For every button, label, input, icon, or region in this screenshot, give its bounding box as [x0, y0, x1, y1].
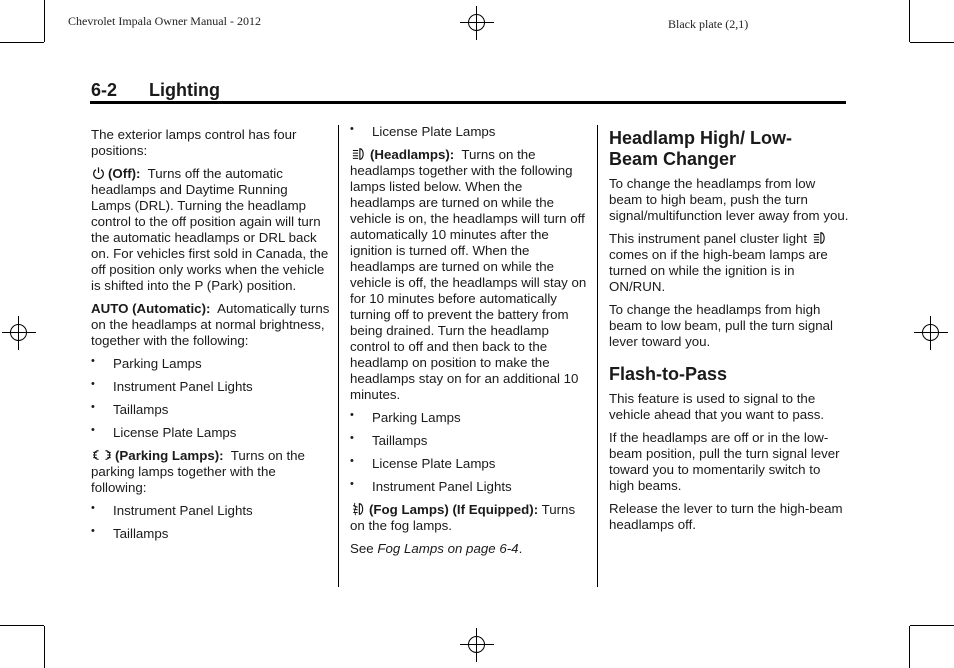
registration-mark-bottom [460, 628, 494, 662]
list-item: • License Plate Lamps [91, 425, 331, 441]
heading-headlamp-changer: Headlamp High/ Low-Beam Changer [609, 128, 793, 169]
p2-after: comes on if the high-beam lamps are turned on while the ignition is in ON/RUN. [609, 247, 828, 294]
crop-mark [910, 42, 954, 43]
list-item: • Parking Lamps [350, 410, 590, 426]
registration-mark-right [914, 316, 948, 350]
section-number: 6-2 [91, 80, 118, 100]
off-paragraph [91, 166, 331, 294]
fog-paragraph [350, 502, 590, 534]
parking-paragraph [91, 448, 331, 496]
auto-paragraph [91, 301, 331, 349]
list-item: • Taillamps [350, 433, 590, 449]
headlamps-list [350, 410, 590, 495]
parking-text: Turns on the parking lamps together with the following: [91, 448, 305, 495]
section-name: Lighting [149, 80, 220, 100]
header-plate-info: Black plate (2,1) [668, 17, 749, 31]
parking-lamps-icon [91, 448, 113, 462]
list-item: • Taillamps [91, 526, 331, 542]
column-divider [338, 125, 339, 587]
section-rule [90, 101, 846, 104]
column-2 [350, 124, 590, 564]
off-label: (Off): [108, 166, 141, 181]
list-item: • Instrument Panel Lights [350, 479, 590, 495]
column-divider [597, 125, 598, 587]
fog-text: Turns on the fog lamps. [350, 502, 576, 533]
headlamp-icon [350, 147, 368, 161]
flash-paragraph-2: If the headlamps are off or in the low-beam position, pull the turn signal lever toward you to momentarily switch to high beams. [609, 430, 840, 493]
registration-mark-top [460, 6, 494, 40]
see-prefix: See [350, 541, 378, 556]
see-suffix: . [518, 541, 523, 556]
list-item: • License Plate Lamps [350, 456, 590, 472]
intro-paragraph: The exterior lamps control has four positions: [91, 127, 297, 158]
registration-mark-left [2, 316, 36, 350]
list-item: • Instrument Panel Lights [91, 379, 331, 395]
fog-label: (Fog Lamps) (If Equipped): [369, 502, 539, 517]
power-off-icon [91, 166, 106, 180]
high-beam-icon [811, 231, 829, 245]
list-item: • License Plate Lamps [350, 124, 590, 140]
crop-mark [909, 0, 910, 42]
column-3 [609, 128, 849, 540]
p2-before: This instrument panel cluster light [609, 231, 808, 246]
changer-paragraph-2 [609, 231, 849, 295]
list-item: • Instrument Panel Lights [91, 503, 331, 519]
parking-list [91, 503, 331, 542]
parking-label: (Parking Lamps): [115, 448, 224, 463]
crop-mark [44, 626, 45, 668]
changer-paragraph-3: To change the headlamps from high beam to low beam, pull the turn signal lever toward you. [609, 302, 833, 349]
flash-paragraph-3: Release the lever to turn the high-beam headlamps off. [609, 501, 843, 532]
section-title [91, 80, 220, 101]
crop-mark [910, 625, 954, 626]
changer-paragraph-1: To change the headlamps from low beam to high beam, push the turn signal/multifunction lever away from you. [609, 176, 849, 223]
crop-mark [0, 625, 44, 626]
headlamps-label: (Headlamps): [370, 147, 455, 162]
column-1 [91, 127, 331, 549]
fog-lamps-link[interactable]: Fog Lamps on page 6-4 [377, 541, 519, 556]
fog-lamp-icon [350, 502, 367, 516]
auto-list [91, 356, 331, 441]
auto-label: AUTO (Automatic): [91, 301, 211, 316]
flash-paragraph-1: This feature is used to signal to the vehicle ahead that you want to pass. [609, 391, 825, 422]
off-text: Turns off the automatic headlamps and Daytime Running Lamps (DRL). Turning the headlamp control to the off position again will turn the automatic headlamps or DRL back on. For vehicles first sold in Canada, the off position only works when the vehicle is shifted into the P (Park) position. [91, 166, 329, 293]
top-list [350, 124, 590, 140]
list-item: • Taillamps [91, 402, 331, 418]
headlamps-text: Turns on the headlamps together with the following lamps listed below. When the headlamps are turned on while the vehicle is on, the headlamps will turn off automatically 10 minutes after the ignition is turned off. When the headlamps are turned on while the vehicle is off, the headlamps will stay on for 10 minutes before automatically turning off to prevent the battery from being drained. Turn the headlamp control to off and then back to the headlamp on position to make the headlamps stay on for an additional 10 minutes. [350, 147, 587, 402]
crop-mark [909, 626, 910, 668]
crop-mark [0, 42, 44, 43]
crop-mark [44, 0, 45, 42]
header-manual-title: Chevrolet Impala Owner Manual - 2012 [68, 14, 261, 28]
auto-text: Automatically turns on the headlamps at normal brightness, together with the following: [91, 301, 330, 348]
see-reference [350, 541, 590, 557]
list-item: • Parking Lamps [91, 356, 331, 372]
headlamps-paragraph [350, 147, 590, 403]
heading-flash-to-pass: Flash-to-Pass [609, 364, 728, 384]
